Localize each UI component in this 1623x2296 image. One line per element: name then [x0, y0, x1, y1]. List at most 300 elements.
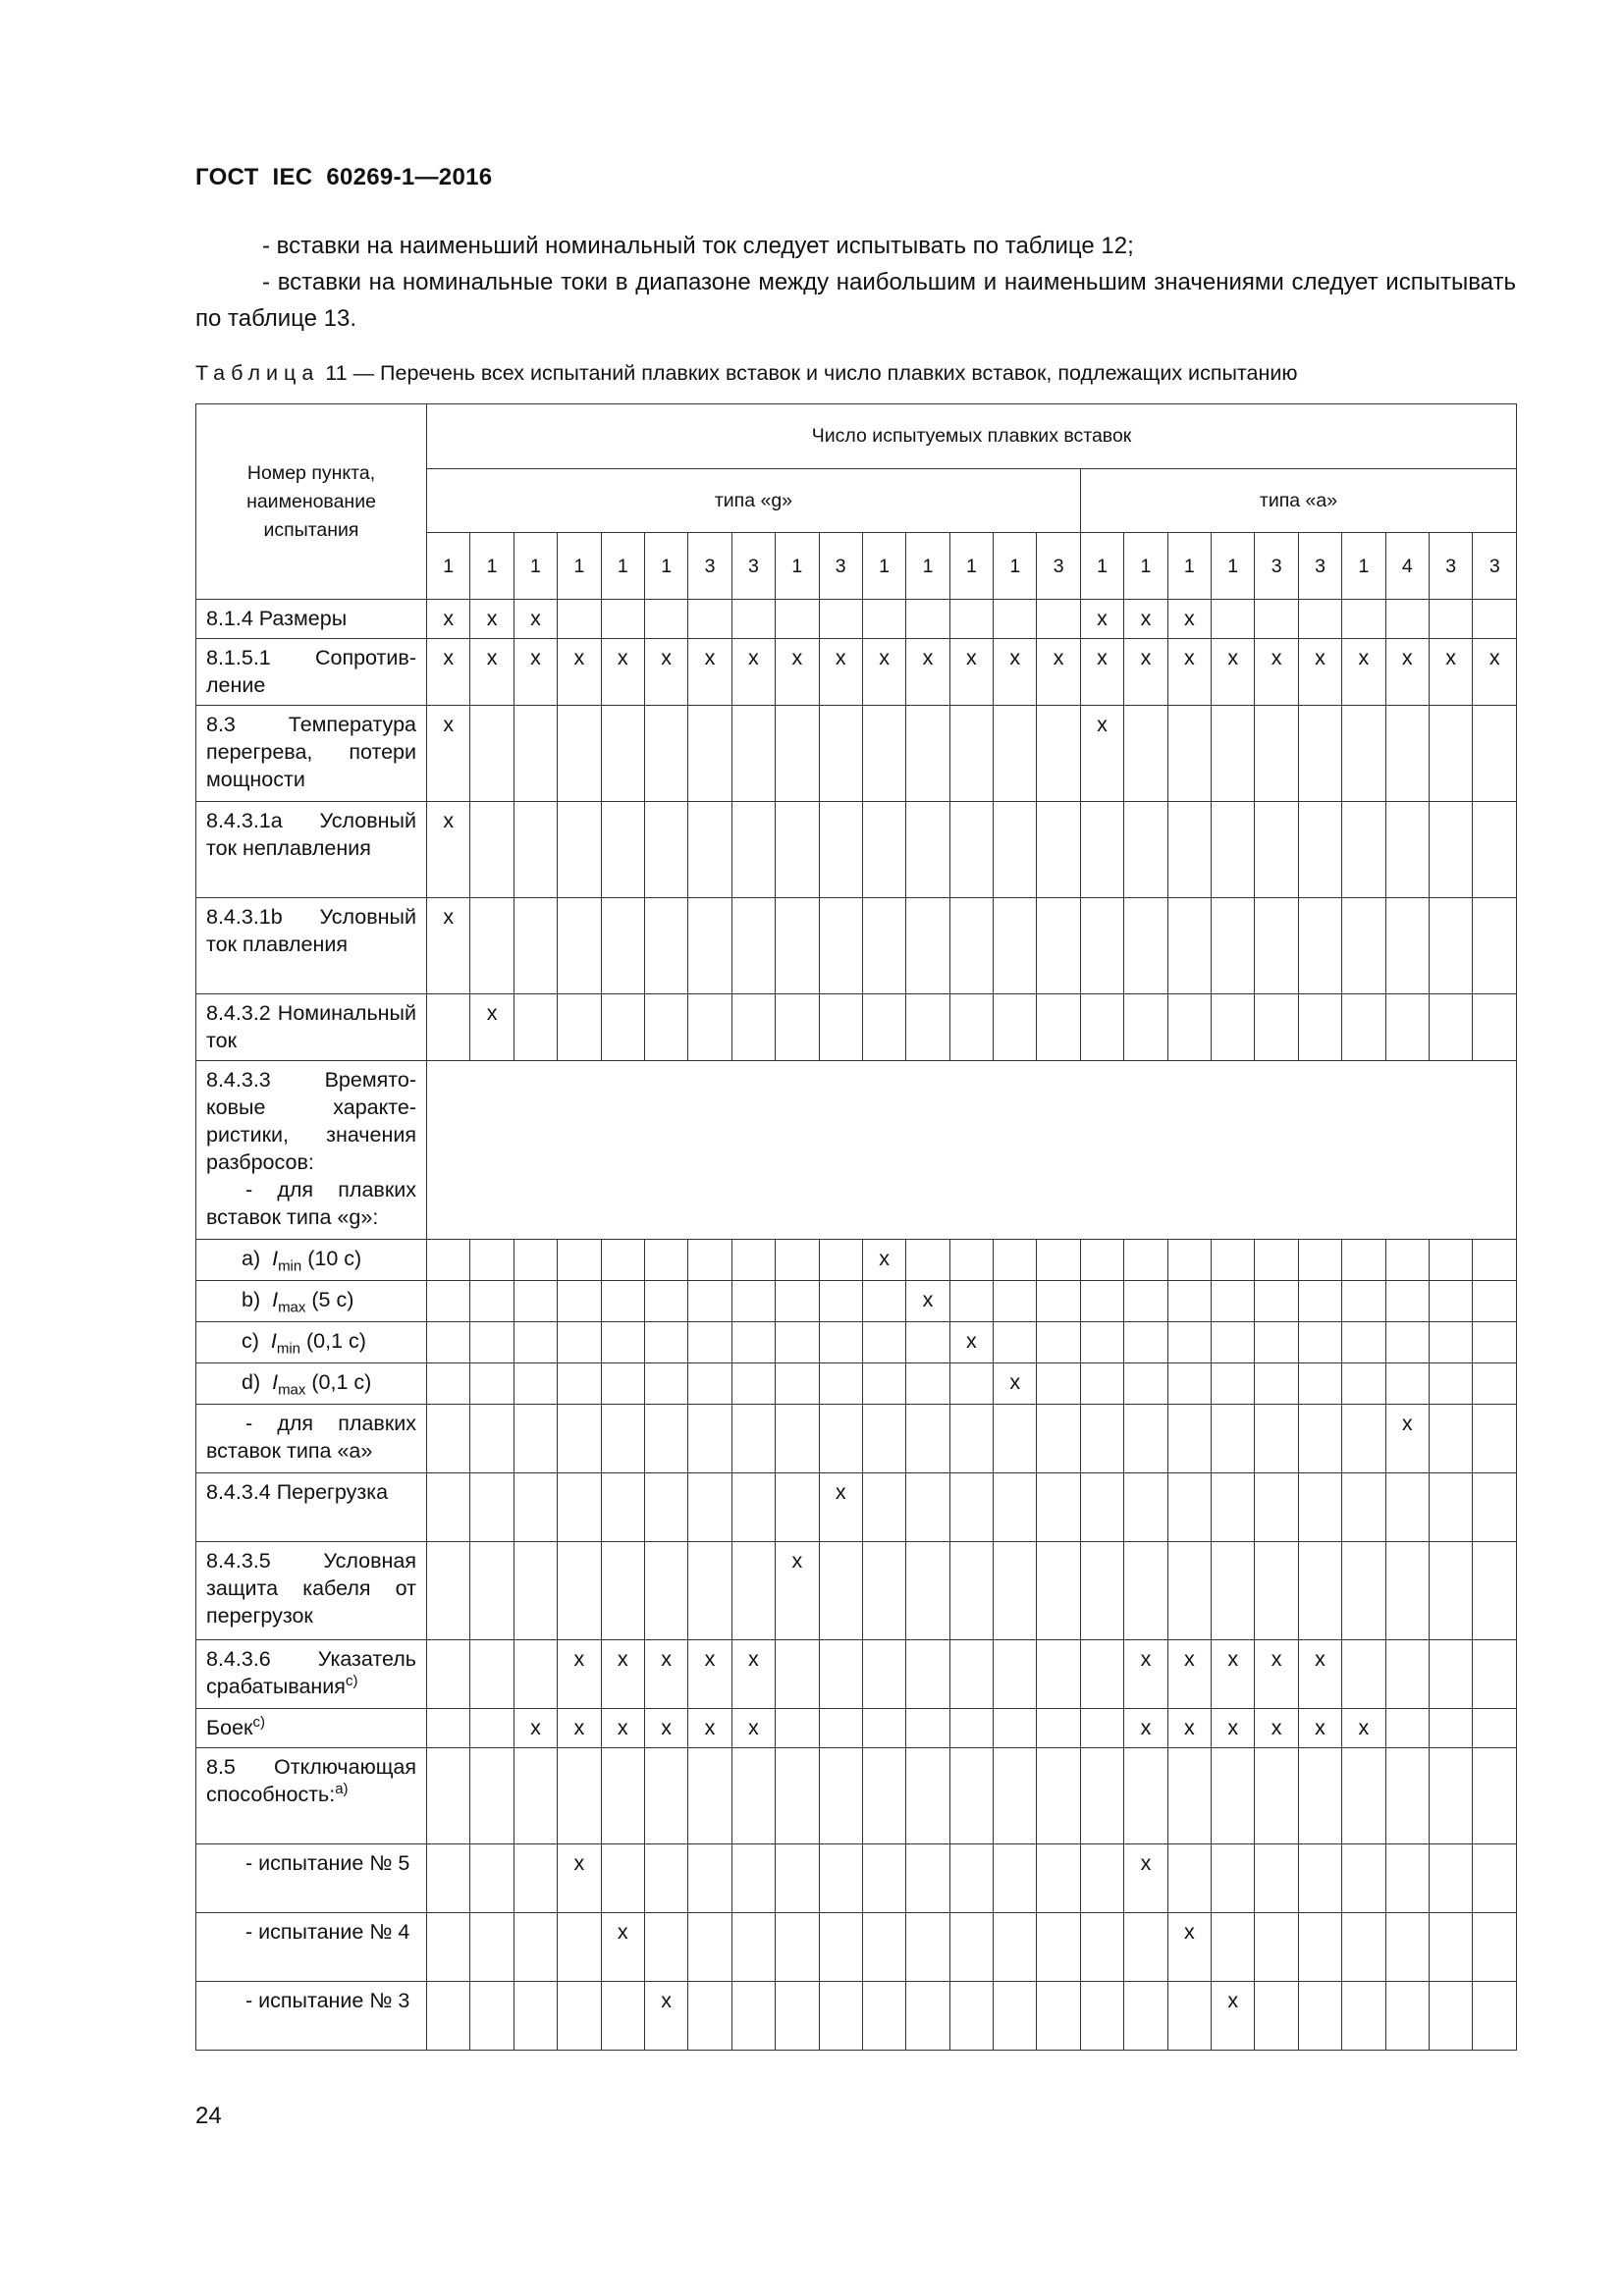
table-row — [196, 1240, 1517, 1281]
empty-cell — [1342, 600, 1385, 639]
row-label-text: 8.4.3.4 Перегрузка — [206, 1480, 389, 1504]
empty-cell — [601, 1363, 644, 1405]
empty-cell — [1255, 802, 1298, 898]
empty-cell — [1342, 1748, 1385, 1844]
test-mark: x — [1212, 639, 1255, 706]
empty-cell — [1080, 1844, 1123, 1913]
column-number: 3 — [688, 533, 731, 600]
test-mark: x — [470, 600, 514, 639]
empty-cell — [731, 898, 775, 994]
empty-cell — [1167, 1748, 1211, 1844]
test-table — [195, 403, 1517, 2051]
test-mark: x — [1342, 1709, 1385, 1748]
empty-cell — [1167, 1844, 1211, 1913]
empty-cell — [994, 994, 1037, 1061]
test-mark: x — [1429, 639, 1472, 706]
empty-cell — [949, 1982, 993, 2051]
table-row — [196, 994, 1517, 1061]
empty-cell — [731, 1542, 775, 1640]
empty-cell — [514, 802, 557, 898]
empty-cell — [776, 600, 819, 639]
row-label-subscript: max — [278, 1381, 306, 1399]
empty-cell — [994, 1473, 1037, 1542]
empty-cell — [514, 1473, 557, 1542]
row-label-prefix: c) — [242, 1329, 271, 1353]
row-label — [196, 1322, 427, 1363]
empty-cell — [601, 898, 644, 994]
test-mark: x — [1080, 600, 1123, 639]
empty-cell — [558, 1913, 601, 1982]
empty-cell — [776, 1473, 819, 1542]
column-number: 1 — [949, 533, 993, 600]
empty-cell — [1255, 898, 1298, 994]
table-row — [196, 1363, 1517, 1405]
row-label-footnote: c) — [345, 1672, 358, 1689]
empty-cell — [994, 1982, 1037, 2051]
test-mark: x — [558, 639, 601, 706]
row-label-subscript: max — [278, 1299, 306, 1316]
empty-cell — [862, 1405, 905, 1473]
row-label — [196, 1061, 427, 1240]
test-mark: x — [949, 1322, 993, 1363]
empty-cell — [1473, 1240, 1517, 1281]
table-row — [196, 1640, 1517, 1709]
empty-cell — [819, 1982, 862, 2051]
test-mark: x — [1298, 639, 1341, 706]
empty-cell — [1124, 994, 1167, 1061]
test-mark: x — [1255, 639, 1298, 706]
empty-cell — [1473, 1542, 1517, 1640]
empty-cell — [1255, 1363, 1298, 1405]
row-label-symbol: I — [272, 1288, 279, 1311]
empty-cell — [1080, 898, 1123, 994]
empty-cell — [1212, 1844, 1255, 1913]
empty-cell — [1037, 706, 1080, 802]
empty-cell — [1124, 1363, 1167, 1405]
test-mark: x — [949, 639, 993, 706]
empty-cell — [1429, 1982, 1472, 2051]
empty-cell — [994, 1913, 1037, 1982]
empty-cell — [862, 1322, 905, 1363]
test-mark: x — [558, 1709, 601, 1748]
empty-cell — [994, 1542, 1037, 1640]
empty-cell — [601, 600, 644, 639]
empty-cell — [1255, 1913, 1298, 1982]
table-row — [196, 1281, 1517, 1322]
empty-cell — [1037, 1473, 1080, 1542]
empty-cell — [644, 1240, 687, 1281]
row-label-text: Боек — [206, 1716, 253, 1739]
empty-cell — [1429, 1322, 1472, 1363]
empty-cell — [731, 1748, 775, 1844]
table-head-row-1 — [196, 404, 1517, 469]
row-label-suffix: (5 с) — [305, 1288, 354, 1311]
empty-cell — [776, 1240, 819, 1281]
empty-cell — [514, 706, 557, 802]
empty-cell — [776, 1913, 819, 1982]
empty-cell — [514, 1982, 557, 2051]
empty-cell — [949, 1405, 993, 1473]
empty-cell — [644, 898, 687, 994]
empty-cell — [1298, 1844, 1341, 1913]
empty-cell — [1167, 1281, 1211, 1322]
test-mark: x — [601, 1640, 644, 1709]
empty-cell — [862, 600, 905, 639]
empty-cell — [1255, 1281, 1298, 1322]
test-mark: x — [644, 1982, 687, 2051]
empty-cell — [906, 898, 949, 994]
document-header: ГОСТ IEC 60269-1—2016 — [195, 164, 493, 190]
empty-cell — [601, 1844, 644, 1913]
empty-cell — [776, 898, 819, 994]
empty-cell — [1429, 706, 1472, 802]
empty-cell — [1080, 1640, 1123, 1709]
empty-cell — [731, 1913, 775, 1982]
empty-cell — [1298, 1473, 1341, 1542]
empty-cell — [514, 1640, 557, 1709]
empty-cell — [644, 802, 687, 898]
empty-cell — [1342, 1982, 1385, 2051]
empty-cell — [1385, 1748, 1429, 1844]
empty-cell — [1385, 1363, 1429, 1405]
test-mark: x — [644, 639, 687, 706]
test-mark: x — [1212, 1982, 1255, 2051]
intro-line-2: - вставки на номинальные токи в диапазоне между наибольшим и наименьшим значениями следует испытывать по таблице 13. — [195, 269, 1516, 332]
empty-cell — [1473, 1982, 1517, 2051]
row-label-text: - для плавких вставок типа «a» — [206, 1412, 416, 1463]
empty-cell — [1255, 600, 1298, 639]
empty-cell — [427, 1748, 470, 1844]
empty-cell — [558, 898, 601, 994]
empty-cell — [906, 600, 949, 639]
empty-cell — [1473, 994, 1517, 1061]
test-mark: x — [1167, 639, 1211, 706]
empty-cell — [1385, 1542, 1429, 1640]
empty-cell — [906, 1240, 949, 1281]
empty-cell — [688, 600, 731, 639]
empty-cell — [994, 1709, 1037, 1748]
test-mark: x — [1080, 706, 1123, 802]
empty-cell — [819, 1709, 862, 1748]
test-mark: x — [688, 1709, 731, 1748]
empty-cell — [776, 706, 819, 802]
row-label — [196, 1542, 427, 1640]
empty-cell — [1385, 1281, 1429, 1322]
row-label — [196, 1709, 427, 1748]
test-mark: x — [688, 1640, 731, 1709]
empty-cell — [470, 1748, 514, 1844]
row-label — [196, 1640, 427, 1709]
empty-cell — [776, 1982, 819, 2051]
empty-cell — [1124, 802, 1167, 898]
empty-cell — [1298, 1363, 1341, 1405]
row-label-text: 8.4.3.1a Условный ток неплавления — [206, 809, 416, 860]
test-mark: x — [1385, 639, 1429, 706]
empty-cell — [1473, 1405, 1517, 1473]
table-caption-label: Таблица — [195, 361, 320, 385]
table-caption-text: 11 — Перечень всех испытаний плавких вставок и число плавких вставок, подлежащих испытанию — [319, 361, 1298, 385]
row-label-subtext: - для плавких вставок типа «g»: — [206, 1178, 416, 1229]
empty-cell — [1080, 802, 1123, 898]
empty-cell — [1255, 1405, 1298, 1473]
empty-cell — [470, 898, 514, 994]
empty-cell — [776, 1640, 819, 1709]
empty-cell — [1429, 1640, 1472, 1709]
empty-cell — [862, 1982, 905, 2051]
empty-cell — [949, 1473, 993, 1542]
row-label-footnote: c) — [252, 1713, 265, 1731]
empty-cell — [906, 1844, 949, 1913]
empty-cell — [427, 1363, 470, 1405]
test-mark: x — [819, 639, 862, 706]
empty-cell — [776, 1322, 819, 1363]
empty-cell — [688, 1473, 731, 1542]
test-mark: x — [644, 1640, 687, 1709]
empty-cell — [1342, 1913, 1385, 1982]
empty-cell — [601, 1405, 644, 1473]
empty-cell — [1429, 1542, 1472, 1640]
row-label-text: 8.4.3.1b Условный ток плавления — [206, 905, 416, 956]
empty-cell — [644, 706, 687, 802]
empty-cell — [949, 994, 993, 1061]
empty-cell — [514, 994, 557, 1061]
empty-cell — [427, 1844, 470, 1913]
empty-cell — [1255, 706, 1298, 802]
empty-cell — [862, 1542, 905, 1640]
empty-cell — [514, 1405, 557, 1473]
empty-cell — [470, 1473, 514, 1542]
table-row — [196, 706, 1517, 802]
empty-cell — [906, 1322, 949, 1363]
empty-cell — [688, 898, 731, 994]
column-number: 1 — [601, 533, 644, 600]
empty-cell — [470, 1844, 514, 1913]
empty-cell — [1124, 706, 1167, 802]
empty-cell — [514, 898, 557, 994]
empty-cell — [949, 1709, 993, 1748]
test-mark: x — [1124, 639, 1167, 706]
empty-cell — [470, 802, 514, 898]
empty-cell — [1124, 1281, 1167, 1322]
empty-cell — [1037, 1748, 1080, 1844]
empty-cell — [1037, 1913, 1080, 1982]
table-row — [196, 1405, 1517, 1473]
empty-cell — [1037, 1405, 1080, 1473]
empty-cell — [601, 1748, 644, 1844]
empty-cell — [1212, 1542, 1255, 1640]
empty-cell — [558, 1405, 601, 1473]
empty-cell — [994, 1405, 1037, 1473]
test-mark: x — [601, 1913, 644, 1982]
empty-cell — [1473, 1281, 1517, 1322]
empty-cell — [1473, 1913, 1517, 1982]
empty-cell — [514, 1281, 557, 1322]
table-row — [196, 1709, 1517, 1748]
empty-cell — [1167, 1405, 1211, 1473]
test-mark: x — [994, 1363, 1037, 1405]
empty-cell — [776, 1281, 819, 1322]
empty-cell — [906, 802, 949, 898]
empty-cell — [688, 1240, 731, 1281]
row-label-prefix: b) — [242, 1288, 273, 1311]
test-mark: x — [1342, 639, 1385, 706]
empty-cell — [776, 1748, 819, 1844]
empty-cell — [558, 706, 601, 802]
empty-cell — [731, 1240, 775, 1281]
row-label-text: 8.5 Отключающая способность: — [206, 1755, 416, 1806]
column-number: 1 — [470, 533, 514, 600]
empty-cell — [949, 1542, 993, 1640]
empty-cell — [1080, 1322, 1123, 1363]
empty-cell — [688, 994, 731, 1061]
empty-cell — [1429, 1363, 1472, 1405]
test-mark: x — [514, 1709, 557, 1748]
empty-cell — [1037, 1709, 1080, 1748]
empty-cell — [906, 1640, 949, 1709]
empty-cell — [427, 1322, 470, 1363]
test-mark: x — [427, 639, 470, 706]
empty-cell — [1167, 802, 1211, 898]
empty-cell — [601, 706, 644, 802]
empty-cell — [1342, 1640, 1385, 1709]
empty-cell — [819, 1913, 862, 1982]
test-mark: x — [1212, 1640, 1255, 1709]
page-number: 24 — [195, 2103, 222, 2129]
empty-cell — [1037, 994, 1080, 1061]
column-number: 1 — [1167, 533, 1211, 600]
column-number: 4 — [1385, 533, 1429, 600]
empty-cell — [1212, 1322, 1255, 1363]
empty-cell — [1167, 1473, 1211, 1542]
empty-cell — [427, 1281, 470, 1322]
test-mark: x — [601, 1709, 644, 1748]
empty-cell — [1037, 898, 1080, 994]
test-mark: x — [427, 898, 470, 994]
empty-cell — [1298, 1281, 1341, 1322]
empty-cell — [731, 1982, 775, 2051]
empty-cell — [644, 600, 687, 639]
empty-cell — [1298, 898, 1341, 994]
empty-cell — [1255, 1473, 1298, 1542]
empty-cell — [1385, 1240, 1429, 1281]
test-mark: x — [514, 639, 557, 706]
test-mark: x — [1298, 1709, 1341, 1748]
head-item-cell: Номер пункта, наименование испытания — [196, 404, 427, 600]
empty-cell — [1429, 802, 1472, 898]
empty-cell — [1212, 1363, 1255, 1405]
row-label — [196, 1748, 427, 1844]
empty-cell — [558, 600, 601, 639]
empty-cell — [1167, 1982, 1211, 2051]
test-mark: x — [1080, 639, 1123, 706]
test-mark: x — [819, 1473, 862, 1542]
empty-cell — [906, 1405, 949, 1473]
empty-cell — [1385, 706, 1429, 802]
row-label-text: - испытание № 4 — [245, 1920, 410, 1944]
empty-cell — [688, 1748, 731, 1844]
empty-cell — [862, 1844, 905, 1913]
empty-cell — [601, 1240, 644, 1281]
empty-cell — [1298, 994, 1341, 1061]
table-row — [196, 1748, 1517, 1844]
column-number: 1 — [1342, 533, 1385, 600]
empty-cell — [514, 1913, 557, 1982]
row-label-text: 8.1.5.1 Сопротивление — [206, 646, 416, 697]
empty-cell — [1429, 1281, 1472, 1322]
empty-cell — [731, 1322, 775, 1363]
empty-cell — [1429, 994, 1472, 1061]
empty-cell — [558, 1240, 601, 1281]
empty-cell — [1473, 802, 1517, 898]
empty-cell — [644, 1281, 687, 1322]
empty-cell — [862, 1913, 905, 1982]
table-caption — [195, 361, 1297, 386]
empty-cell — [1342, 994, 1385, 1061]
column-number: 1 — [776, 533, 819, 600]
empty-cell — [994, 898, 1037, 994]
empty-cell — [1124, 1240, 1167, 1281]
empty-cell — [688, 1982, 731, 2051]
head-group-g: типа «g» — [427, 469, 1081, 533]
empty-cell — [427, 1405, 470, 1473]
empty-cell — [731, 802, 775, 898]
empty-cell — [949, 1363, 993, 1405]
empty-cell — [1298, 706, 1341, 802]
empty-cell — [776, 802, 819, 898]
empty-cell — [427, 1709, 470, 1748]
test-mark: x — [731, 1640, 775, 1709]
empty-cell — [906, 1913, 949, 1982]
empty-cell — [949, 1281, 993, 1322]
empty-cell — [862, 802, 905, 898]
empty-cell — [644, 1748, 687, 1844]
test-mark: x — [1124, 1640, 1167, 1709]
empty-cell — [1037, 1363, 1080, 1405]
empty-cell — [1473, 1844, 1517, 1913]
empty-cell — [644, 1844, 687, 1913]
empty-cell — [1255, 1844, 1298, 1913]
empty-cell — [776, 1363, 819, 1405]
empty-cell — [514, 1363, 557, 1405]
empty-cell — [1212, 994, 1255, 1061]
empty-cell — [558, 1542, 601, 1640]
empty-cell — [1037, 1281, 1080, 1322]
empty-cell — [601, 1982, 644, 2051]
empty-cell — [1167, 1240, 1211, 1281]
empty-cell — [1385, 1982, 1429, 2051]
table-row — [196, 1542, 1517, 1640]
empty-cell — [994, 600, 1037, 639]
row-label-text: 8.4.3.2 Номинальный ток — [206, 1001, 416, 1052]
empty-cell — [688, 1363, 731, 1405]
row-label-text: - испытание № 5 — [245, 1851, 410, 1875]
empty-cell — [1080, 1363, 1123, 1405]
empty-cell — [1298, 1240, 1341, 1281]
empty-cell — [1473, 1322, 1517, 1363]
empty-cell — [601, 994, 644, 1061]
empty-cell — [1124, 1322, 1167, 1363]
row-label — [196, 1844, 427, 1913]
empty-cell — [731, 1473, 775, 1542]
empty-cell — [1255, 1982, 1298, 2051]
empty-cell — [1342, 1473, 1385, 1542]
empty-cell — [1298, 1913, 1341, 1982]
empty-cell — [470, 1363, 514, 1405]
empty-cell — [1429, 1748, 1472, 1844]
row-label — [196, 1240, 427, 1281]
empty-cell — [601, 1473, 644, 1542]
empty-cell — [558, 1748, 601, 1844]
